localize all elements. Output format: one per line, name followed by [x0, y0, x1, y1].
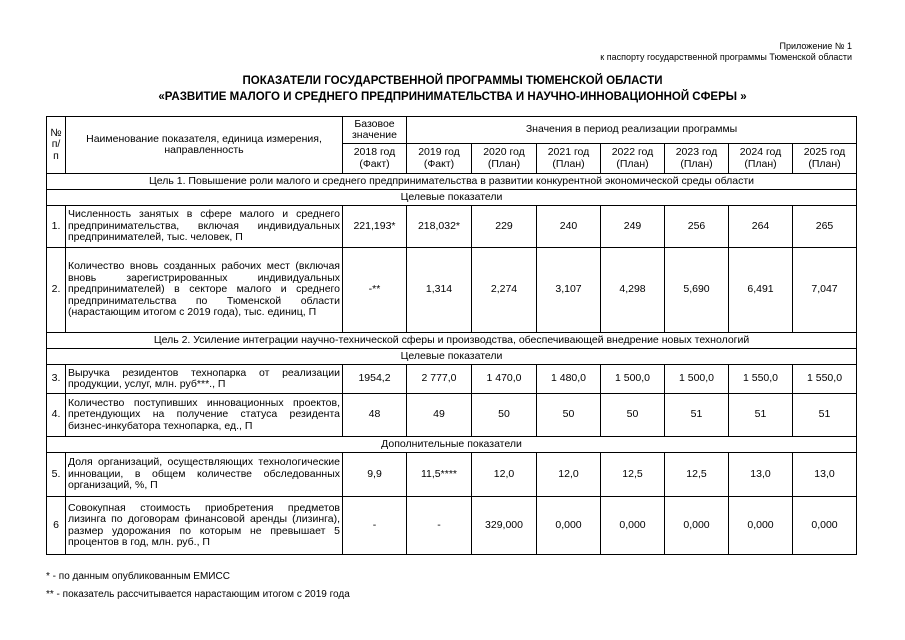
page-title: [0, 73, 905, 105]
value-cell: 12,0: [537, 453, 601, 497]
table-row: [47, 394, 857, 437]
value-cell: 50: [537, 394, 601, 437]
header-year: 2022 год (План): [601, 144, 665, 174]
value-cell: -: [343, 497, 407, 555]
value-cell: 12,5: [665, 453, 729, 497]
value-cell: 9,9: [343, 453, 407, 497]
value-cell: 1954,2: [343, 365, 407, 394]
value-cell: 0,000: [729, 497, 793, 555]
goal-1-heading: Цель 1. Повышение роли малого и среднего предпринимательства в развитии конкурентной экономической среды области: [47, 174, 857, 190]
header-year: 2021 год (План): [537, 144, 601, 174]
value-cell: 1 500,0: [665, 365, 729, 394]
value-cell: 7,047: [793, 248, 857, 333]
indicator-name: Количество вновь созданных рабочих мест (включая вновь зарегистрированных индивидуальных предпринимателей) в секторе малого и среднего предпринимательства по Тюменской области (нарастающим итогом с 2019 года), тыс. единиц, П: [66, 248, 343, 333]
value-cell: 13,0: [793, 453, 857, 497]
indicator-name: Совокупная стоимость приобретения предметов лизинга по договорам финансовой аренды (лизинга), размер удорожания по которым не превышает 5 процентов в год, млн. руб., П: [66, 497, 343, 555]
value-cell: 12,0: [472, 453, 537, 497]
value-cell: 265: [793, 206, 857, 248]
header-year: 2018 год (Факт): [343, 144, 407, 174]
value-cell: 249: [601, 206, 665, 248]
row-num: 3.: [47, 365, 66, 394]
header-year: 2024 год (План): [729, 144, 793, 174]
value-cell: 329,000: [472, 497, 537, 555]
title-line-2: «РАЗВИТИЕ МАЛОГО И СРЕДНЕГО ПРЕДПРИНИМАТЕЛЬСТВА И НАУЧНО-ИННОВАЦИОННОЙ СФЕРЫ »: [158, 91, 747, 103]
header-year: 2019 год (Факт): [407, 144, 472, 174]
footnote-1: * - по данным опубликованным ЕМИСС: [46, 571, 230, 582]
table-row: [47, 497, 857, 555]
indicator-name: Доля организаций, осуществляющих технологические инновации, в общем количестве обследованных организаций, %, П: [66, 453, 343, 497]
value-cell: 1 480,0: [537, 365, 601, 394]
row-num: 1.: [47, 206, 66, 248]
additional-indicators-heading: Дополнительные показатели: [47, 437, 857, 453]
header-year: 2025 год (План): [793, 144, 857, 174]
value-cell: 4,298: [601, 248, 665, 333]
value-cell: 2,274: [472, 248, 537, 333]
value-cell: 218,032*: [407, 206, 472, 248]
indicator-name: Численность занятых в сфере малого и среднего предпринимательства, включая индивидуальных предпринимателей, тыс. человек, П: [66, 206, 343, 248]
value-cell: 48: [343, 394, 407, 437]
row-num: 2.: [47, 248, 66, 333]
value-cell: 0,000: [537, 497, 601, 555]
header-num: № п/п: [47, 117, 66, 174]
table-row: [47, 206, 857, 248]
value-cell: 6,491: [729, 248, 793, 333]
value-cell: 0,000: [665, 497, 729, 555]
value-cell: 264: [729, 206, 793, 248]
value-cell: 5,690: [665, 248, 729, 333]
value-cell: 1 500,0: [601, 365, 665, 394]
header-year: 2023 год (План): [665, 144, 729, 174]
value-cell: 240: [537, 206, 601, 248]
row-num: 6: [47, 497, 66, 555]
table-row: [47, 453, 857, 497]
value-cell: 12,5: [601, 453, 665, 497]
value-cell: 51: [665, 394, 729, 437]
value-cell: 13,0: [729, 453, 793, 497]
value-cell: 2 777,0: [407, 365, 472, 394]
appendix-number: Приложение № 1: [779, 41, 852, 51]
value-cell: 11,5****: [407, 453, 472, 497]
value-cell: 50: [601, 394, 665, 437]
value-cell: 0,000: [601, 497, 665, 555]
value-cell: 0,000: [793, 497, 857, 555]
value-cell: 51: [729, 394, 793, 437]
value-cell: 3,107: [537, 248, 601, 333]
value-cell: 256: [665, 206, 729, 248]
indicators-table: [46, 116, 857, 555]
header-period: Значения в период реализации программы: [407, 117, 857, 144]
value-cell: 1 550,0: [729, 365, 793, 394]
table-row: [47, 248, 857, 333]
row-num: 5.: [47, 453, 66, 497]
value-cell: 1 550,0: [793, 365, 857, 394]
indicator-name: Количество поступивших инновационных проектов, претендующих на получение статуса резидента бизнес-инкубатора технопарка, ед., П: [66, 394, 343, 437]
value-cell: -: [407, 497, 472, 555]
value-cell: 51: [793, 394, 857, 437]
footnote-2: ** - показатель рассчитывается нарастающим итогом с 2019 года: [46, 589, 350, 600]
table-row: [47, 365, 857, 394]
value-cell: 1,314: [407, 248, 472, 333]
value-cell: 49: [407, 394, 472, 437]
value-cell: 50: [472, 394, 537, 437]
value-cell: 1 470,0: [472, 365, 537, 394]
value-cell: -**: [343, 248, 407, 333]
value-cell: 221,193*: [343, 206, 407, 248]
goal-2-target-indicators: Целевые показатели: [47, 349, 857, 365]
title-line-1: ПОКАЗАТЕЛИ ГОСУДАРСТВЕННОЙ ПРОГРАММЫ ТЮМЕНСКОЙ ОБЛАСТИ: [242, 75, 663, 87]
row-num: 4.: [47, 394, 66, 437]
header-base: Базовое значение: [343, 117, 407, 144]
appendix-reference: к паспорту государственной программы Тюменской области: [600, 52, 852, 62]
value-cell: 229: [472, 206, 537, 248]
appendix-note: [600, 41, 852, 63]
goal-2-heading: Цель 2. Усиление интеграции научно-технической сферы и производства, обеспечивающей внедрение новых технологий: [47, 333, 857, 349]
header-name: Наименование показателя, единица измерения, направленность: [66, 117, 343, 174]
goal-1-target-indicators: Целевые показатели: [47, 190, 857, 206]
indicator-name: Выручка резидентов технопарка от реализации продукции, услуг, млн. руб***., П: [66, 365, 343, 394]
header-year: 2020 год (План): [472, 144, 537, 174]
